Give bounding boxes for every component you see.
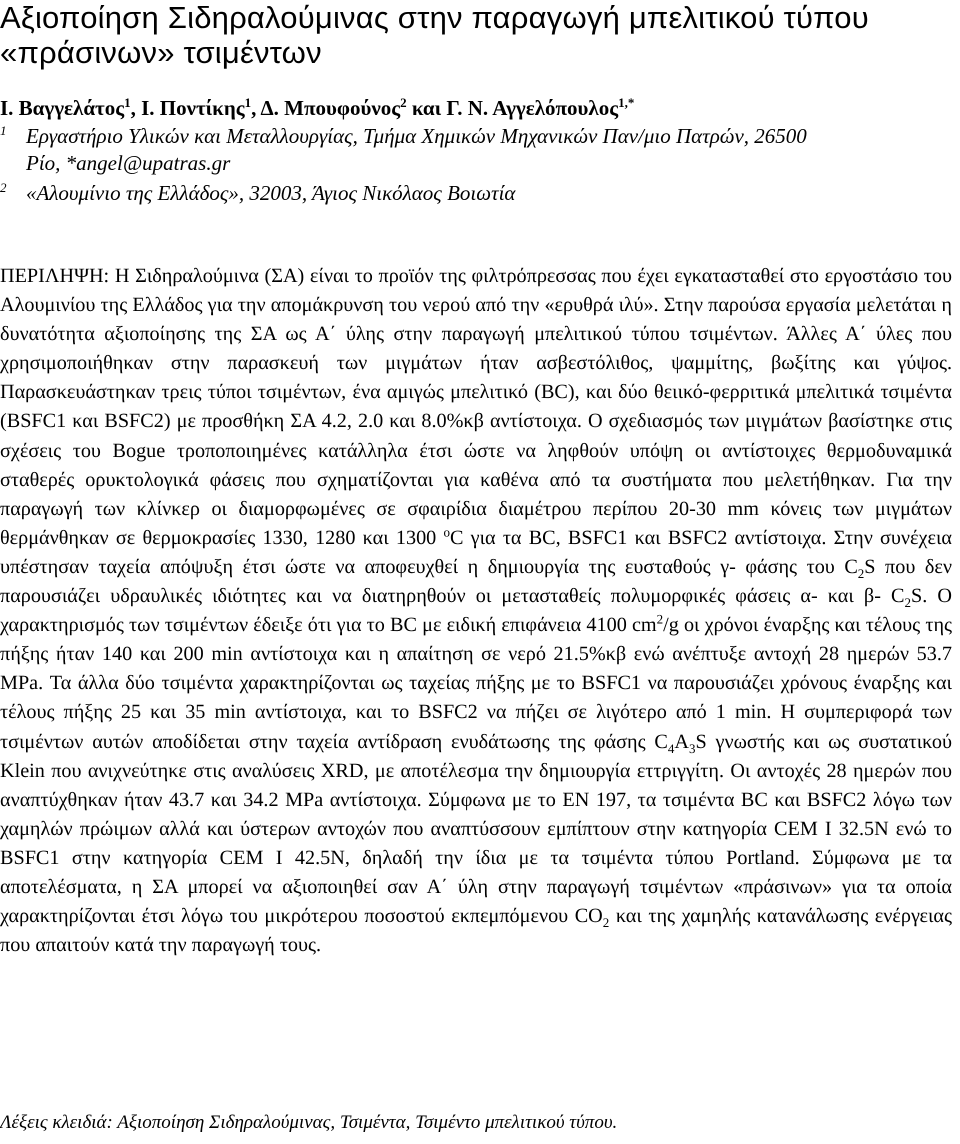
author-list	[0, 96, 634, 120]
author-affiliation-mark: 1,*	[618, 95, 635, 110]
subscript: 2	[904, 595, 912, 611]
abstract-text: C για τα BC, BSFC1 και BSFC2 αντίστοιχα. Στην συνέχεια υπέστησαν ταχεία απόψυξη έτσι ώστε να αποφευχθεί η δημιουργία της ευσταθούς γ- φάσης του C	[0, 526, 952, 578]
abstract-text: S. Ο χαρακτηρισμός των τσιμέντων έδειξε ότι για το BC με ειδική επιφάνεια 4100 cm	[0, 585, 952, 637]
author-affiliation-mark: 1	[124, 95, 131, 110]
title-line-2: «πράσινων» τσιμέντων	[0, 35, 322, 70]
author-separator: ,	[130, 96, 142, 120]
affiliation-text: «Αλουμίνιο της Ελλάδος», 32003, Άγιος Νικόλαος Βοιωτία	[26, 181, 516, 205]
subscript: 4	[667, 740, 675, 756]
degree-mark: o	[443, 524, 450, 540]
author-affiliation-mark: 2	[400, 95, 407, 110]
abstract-text: Η Σιδηραλούμινα (ΣΑ) είναι το προϊόν της φιλτρόπρεσσας που έχει εγκατασταθεί στο εργοστάσιο του Αλουμινίου της Ελλάδος για την απομάκρυνση του νερού από την «ερυθρά ιλύ». Στην παρούσα εργασία μελετάται η δυνατότητα αξιοποίησης της ΣΑ ως Α΄ ύλης στην παραγωγή μπελιτικού τύπου τσιμέντων. Άλλες Α΄ ύλες που χρησιμοποιήθηκαν στην παρασκευή των μιγμάτων ήταν ασβεστόλιθος, ψαμμίτης, βωξίτης και γύψος. Παρασκευάστηκαν τρεις τύποι τσιμέντων, ένα αμιγώς μπελιτικό (BC), και δύο θειικό-φερριτικά μπελιτικά τσιμέντα (BSFC1 και BSFC2) με προσθήκη ΣΑ 4.2, 2.0 και 8.0%κβ αντίστοιχα. Ο σχεδιασμός των μιγμάτων βασίστηκε στις σχέσεις του Bogue τροποποιημένες κατάλληλα έτσι ώστε να ληφθούν υπόψη οι αντίστοιχες θερμοδυναμικά σταθερές ορυκτολογικά φάσεις που σχηματίζονται για καθένα από τα συστήματα που μελετήθηκαν. Για την παραγωγή των κλίνκερ οι διαμορφωμένες σε σφαιρίδια διαμέτρου περίπου 20-30 mm κόνεις των μιγμάτων θερμάνθηκαν σε θερμοκρασίες 1330, 1280 και 1300	[0, 265, 952, 549]
author-name: Δ. Μπουφούνος	[260, 96, 401, 120]
author-separator: ,	[251, 96, 261, 120]
superscript: 2	[656, 611, 664, 627]
abstract-label: ΠΕΡΙΛΗΨΗ:	[0, 265, 110, 287]
affiliation-text: Εργαστήριο Υλικών και Μεταλλουργίας, Τμήμα Χημικών Μηχανικών Παν/μιο Πατρών, 26500	[26, 124, 807, 148]
author-name: Ι. Βαγγελάτος	[0, 96, 125, 120]
abstract-text: /g οι χρόνοι έναρξης και τέλους της πήξης ήταν 140 και 200 min αντίστοιχα και η απαίτηση σε νερό 21.5%κβ ενώ ανέπτυξε αντοχή 28 ημερών 53.7 MPa. Τα άλλα δύο τσιμέντα χαρακτηρίζονται ως ταχείας πήξης με το BSFC1 να παρουσιάζει χρόνους έναρξης και τέλους πήξης 25 και 35 min αντίστοιχα, και το BSFC2 να πήζει σε λιγότερο από 1 min. Η συμπεριφορά των τσιμέντων αυτών αποδίδεται στην ταχεία αντίδραση ενυδάτωσης της φάσης C	[0, 614, 952, 753]
subscript: 2	[602, 915, 610, 931]
keywords: Λέξεις κλειδιά: Αξιοποίηση Σιδηραλούμινας, Τσιμέντα, Τσιμέντο μπελιτικού τύπου.	[0, 1112, 618, 1133]
author-name: Γ. Ν. Αγγελόπουλος	[446, 96, 619, 120]
subscript: 3	[688, 740, 696, 756]
paper-title	[0, 0, 952, 70]
author-name: Ι. Ποντίκης	[141, 96, 245, 120]
abstract-text: και της χαμηλής κατανάλωσης ενέργειας που απαιτούν κατά την παραγωγή τους.	[0, 905, 952, 957]
author-separator: και	[406, 96, 447, 120]
abstract-text: A	[674, 730, 689, 753]
affiliation-mark: 1	[0, 123, 7, 138]
title-line-1: Αξιοποίηση Σιδηραλούμινας στην παραγωγή μπελιτικού τύπου	[0, 0, 869, 35]
affiliation-mark: 2	[0, 180, 7, 195]
abstract-text: S γνωστής και ως συστατικού Klein που ανιχνεύτηκε στις αναλύσεις XRD, με αποτέλεσμα την δημιουργία εττριγγίτη. Οι αντοχές 28 ημερών που αναπτύχθηκαν ήταν 43.7 και 34.2 MPa αντίστοιχα. Σύμφωνα με το EN 197, τα τσιμέντα BC και BSFC2 λόγω των χαμηλών πρώιμων αλλά και ύστερων αντοχών που αναπτύσσουν εμπίπτουν στην κατηγορία CEM I 32.5N ενώ το BSFC1 στην κατηγορία CEM I 42.5N, δηλαδή την ίδια με τα τσιμέντα τύπου Portland. Σύμφωνα με τα αποτελέσματα, η ΣΑ μπορεί να αξιοποιηθεί σαν Α΄ ύλη στην παραγωγή τσιμέντων «πράσινων» για τα οποία χαρακτηρίζονται έτσι λόγω του μικρότερου ποσοστού εκπεμπόμενου CO	[0, 730, 953, 928]
affiliation-1	[0, 123, 952, 177]
author-affiliation-mark: 1	[244, 95, 252, 110]
affiliation-text-line-2: Ρίο, *angel@upatras.gr	[26, 151, 231, 175]
abstract	[0, 262, 952, 960]
subscript: 2	[857, 565, 865, 581]
affiliation-2	[0, 180, 952, 207]
abstract-text: S που δεν παρουσιάζει υδραυλικές ιδιότητες και να διατηρηθούν οι μετασταθείς πολυμορφικές φάσεις α- και β- C	[0, 555, 952, 608]
